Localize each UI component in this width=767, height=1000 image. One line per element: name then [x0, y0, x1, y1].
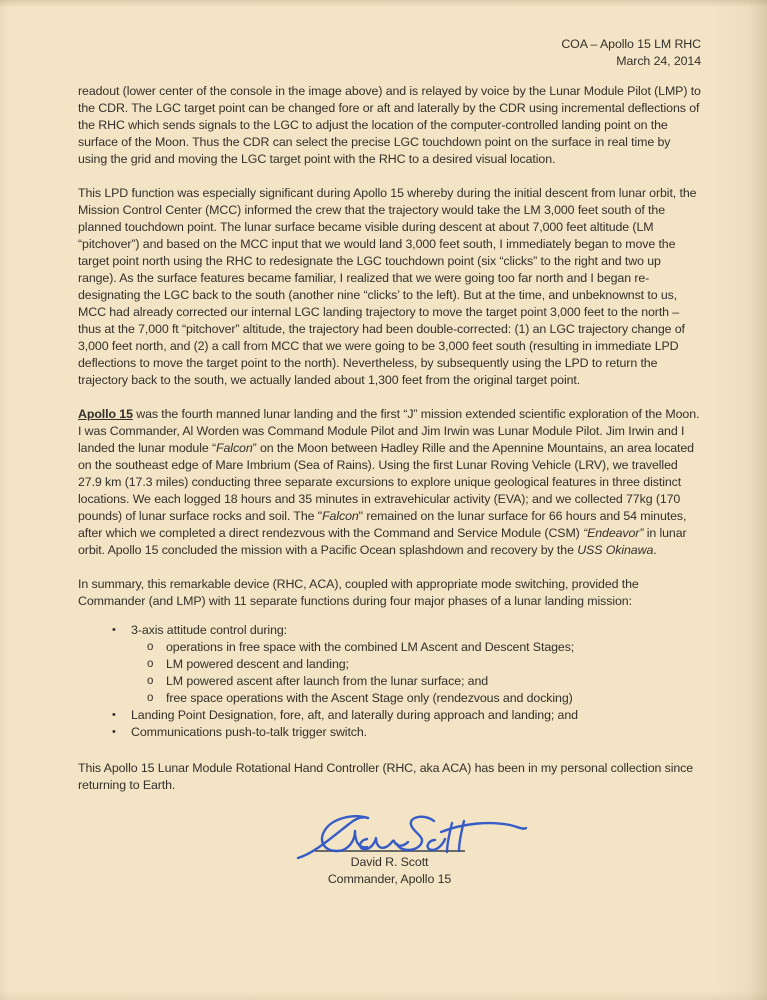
text-run: in lunar orbit. Apollo 15 concluded the mission with a Pacific Ocean splashdown and recovery by the: [78, 526, 687, 557]
sub-bullet-marker: o: [147, 658, 154, 670]
paragraph-readout: readout (lower center of the console in the image above) and is relayed by voice by the Lunar Module Pilot (LMP) to the CDR. The LGC target point can be changed fore or aft and laterally by the CDR using incremental deflections of the RHC which sends signals to the LGC to adjust the location of the computer-controlled landing point on the surface of the Moon. Thus the CDR can select the precise LGC touchdown point on the surface in real time by using the grid and moving the LGC target point with the RHC to a desired visual location.: [78, 84, 701, 166]
list-item-text: Landing Point Designation, fore, aft, and laterally during approach and landing; and: [131, 708, 578, 722]
list-item: [78, 707, 701, 724]
list-item-text: free space operations with the Ascent Stage only (rendezvous and docking): [166, 691, 573, 705]
sub-bullet-marker: o: [147, 692, 154, 704]
text-run: ” on the Moon between Hadley Rille and the Apennine Mountains, an area located on the southeast edge of Mare Imbrium (Sea of Rains). Using the first Lunar Roving Vehicle (LRV), we travelled 27.9 km (17.3 miles) conducting three separate excursions to explore unique geological features in three distinct locations. We each logged 18 hours and 35 minutes in extravehicular activity (EVA); and we collected 77kg (170 pounds) of lunar surface rocks and soil. The ": [78, 441, 694, 523]
document-header: [78, 36, 701, 69]
signatory-title: Commander, Apollo 15: [327, 872, 452, 886]
falcon-italic: Falcon: [322, 509, 359, 523]
header-title: COA – Apollo 15 LM RHC: [561, 37, 701, 51]
list-item: [78, 622, 701, 639]
text-run: was the fourth manned lunar landing and the first “J” mission extended scientific exploration of the Moon. I was Commander, Al Worden was Command Module Pilot and Jim Irwin was Lunar Module Pilot. Jim Irwin and I landed the lunar module “: [78, 407, 700, 455]
signature-block: [78, 811, 701, 888]
list-item-text: Communications push-to-talk trigger switch.: [131, 725, 368, 739]
paragraph-summary: In summary, this remarkable device (RHC, ACA), coupled with appropriate mode switching, provided the Commander (and LMP) with 11 separate functions during four major phases of a lunar landing mission:: [78, 577, 639, 608]
bullet-marker: •: [112, 726, 116, 738]
falcon-italic: Falcon: [216, 441, 253, 455]
text-run: " remained on the lunar surface for 66 hours and 54 minutes, after which we completed a direct rendezvous with the Command and Service Module (CSM): [78, 509, 687, 540]
paragraph-lpd-function: This LPD function was especially significant during Apollo 15 whereby during the initial descent from lunar orbit, the Mission Control Center (MCC) informed the crew that the trajectory would take the LM 3,000 feet south of the planned touchdown point. The lunar surface became visible during descent at about 7,000 feet altitude (LM “pitchover”) and based on the MCC input that we would land 3,000 feet south, I immediately began to move the target point north using the RHC to redesignate the LGC touchdown point (six “clicks” to the right and two up range). As the surface features became familiar, I realized that we were going too far north and I began re-designating the LGC back to the south (another nine “clicks’ to the left). But at the time, and unbeknownst to us, MCC had already corrected our internal LGC landing trajectory to move the target point 3,000 feet to the north – thus at the 7,000 ft “pitchover” altitude, the trajectory had been double-corrected: (1) an LGC trajectory change of 3,000 feet north, and (2) a call from MCC that we were going to be 3,000 feet south (resulting in immediate LPD deflections to move the target point to the north). Nevertheless, by subsequently using the LPD to return the trajectory back to the south, we actually landed about 1,300 feet from the original target point.: [78, 186, 697, 387]
paragraph-apollo15-mission: [78, 406, 701, 559]
list-item: [78, 690, 701, 707]
list-item: [78, 656, 701, 673]
list-item-text: LM powered ascent after launch from the lunar surface; and: [166, 674, 489, 688]
list-item: [78, 673, 701, 690]
list-item-text: operations in free space with the combined LM Ascent and Descent Stages;: [166, 640, 575, 654]
signature-dave-scott-image: [294, 811, 530, 865]
bullet-marker: •: [112, 709, 116, 721]
functions-list: [78, 622, 701, 741]
list-item: [78, 724, 701, 741]
paragraph-closing: This Apollo 15 Lunar Module Rotational Hand Controller (RHC, aka ACA) has been in my personal collection since returning to Earth.: [78, 761, 694, 792]
list-item: [78, 639, 701, 656]
sub-bullet-marker: o: [147, 641, 154, 653]
sub-bullet-marker: o: [147, 675, 154, 687]
apollo15-bold-underline: Apollo 15: [78, 407, 133, 421]
list-item-text: 3-axis attitude control during:: [131, 623, 288, 637]
bullet-marker: •: [112, 624, 116, 636]
signatory-name: David R. Scott: [350, 855, 429, 869]
text-run: .: [653, 543, 657, 557]
uss-okinawa-italic: USS Okinawa: [577, 543, 654, 557]
endeavor-italic: “Endeavor”: [583, 526, 644, 540]
header-date: March 24, 2014: [616, 53, 701, 68]
list-item-text: LM powered descent and landing;: [166, 657, 349, 671]
